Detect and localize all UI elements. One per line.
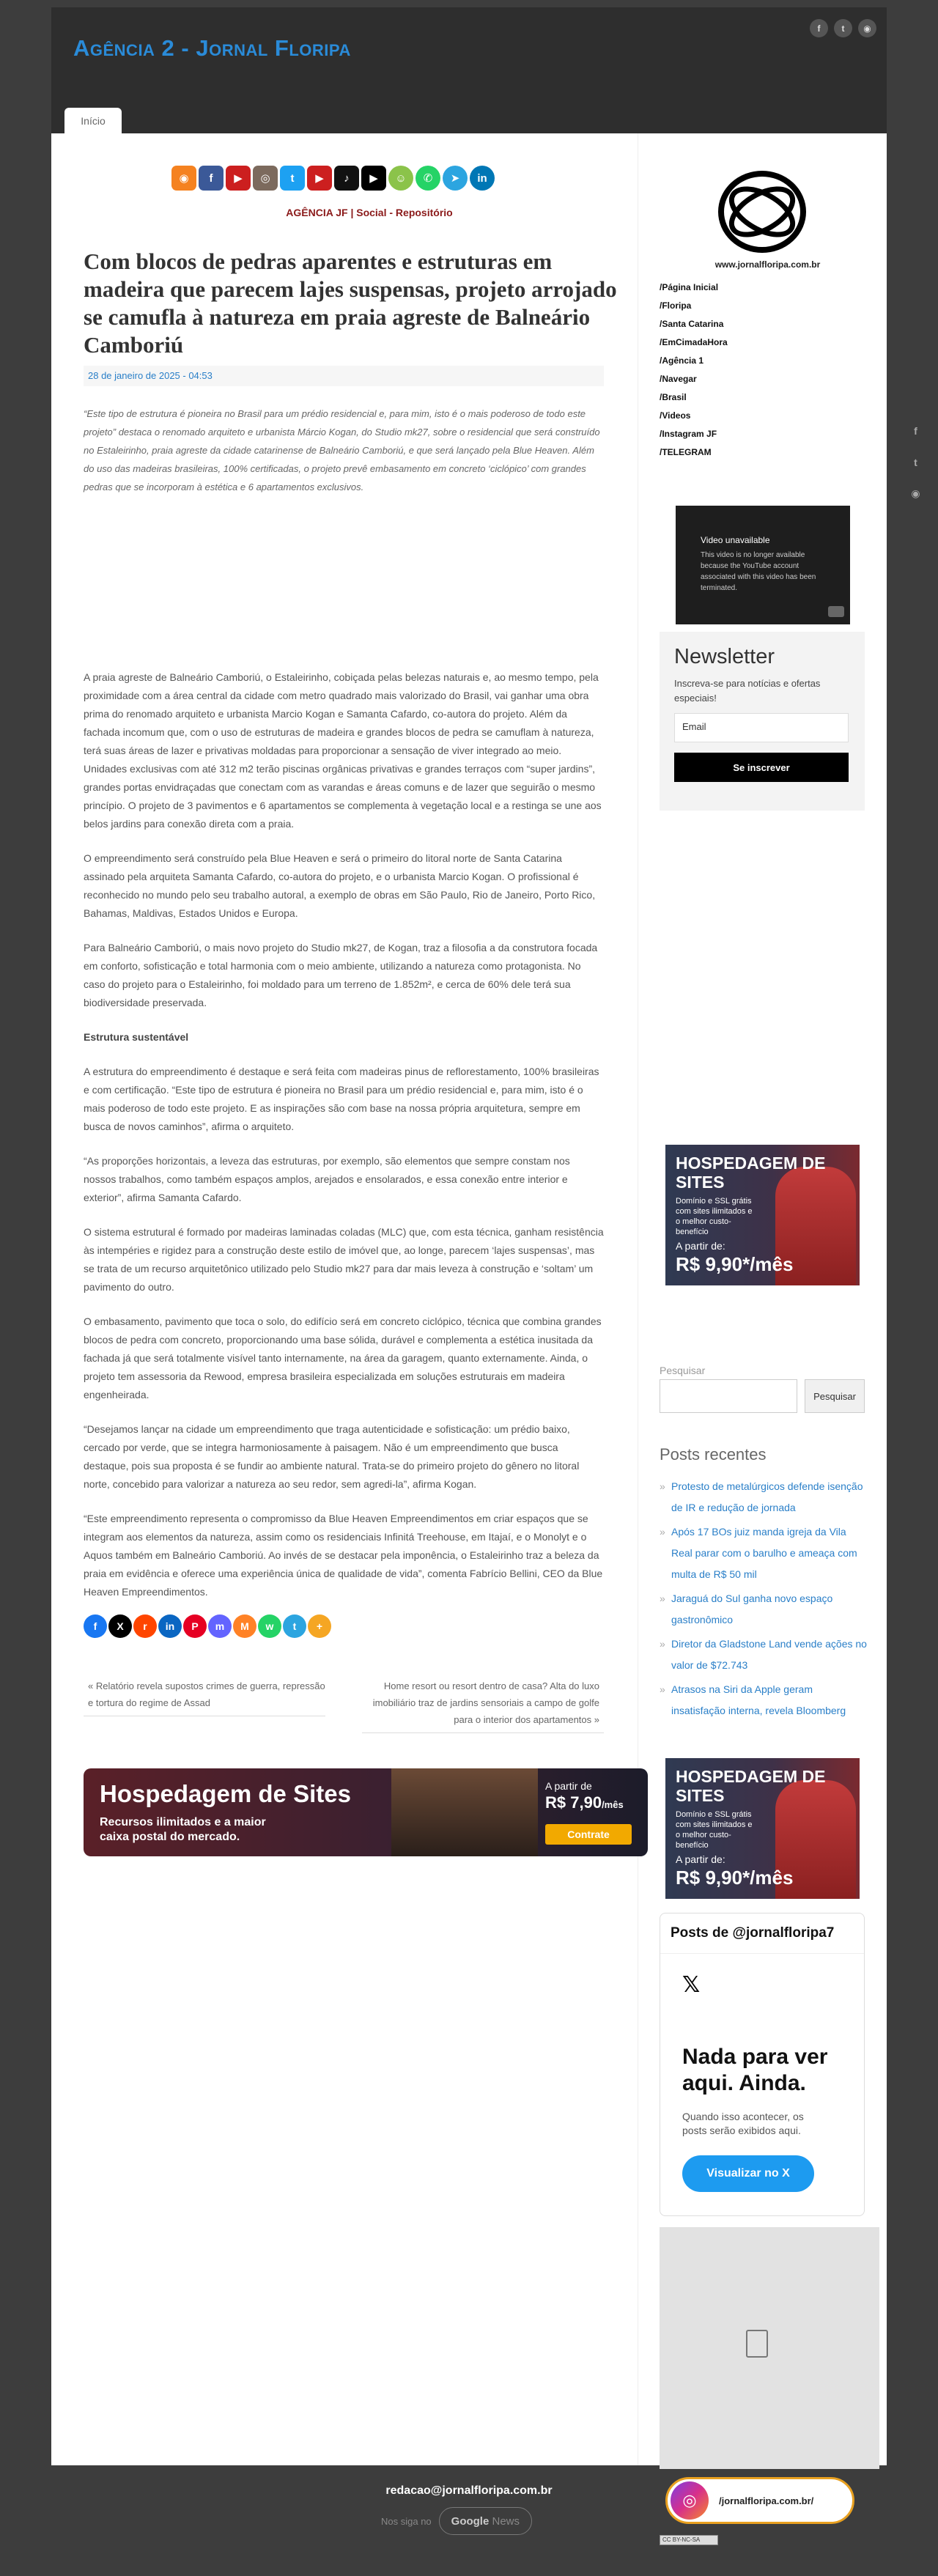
banner-title: Hospedagem de Sites	[100, 1780, 351, 1807]
banner-person-image	[391, 1768, 538, 1856]
search-input[interactable]	[660, 1379, 797, 1413]
newsletter-text: Inscreva-se para notícias e ofertas especiais!	[674, 678, 821, 704]
video-embed[interactable]	[676, 506, 850, 624]
instagram-icon[interactable]: ◎	[253, 166, 278, 191]
sidebar-menu-item[interactable]: /Videos	[660, 410, 691, 421]
banner-subtitle: Recursos ilimitados e a maior caixa postal do mercado.	[100, 1816, 266, 1843]
rss-icon[interactable]: ◉	[858, 19, 876, 37]
share-reddit-button[interactable]: r	[133, 1614, 157, 1638]
article-paragraph: “Este empreendimento representa o compromisso da Blue Heaven Empreendimentos em criar espaços que se integram aos elementos da natureza, assim como os residenciais Infinitá Treehouse, em Itajaí, e o Monolyt e o Aquos também em Balneário Camboriú. Ao invés de se destacar pela imponência, o Estaleirinho traz a beleza da praia em evidência e oferece uma experiência única de qualidade de vida”, comenta Fabrício Bellini, CEO da Blue Heaven Empreendimentos.	[84, 1513, 603, 1598]
newsletter-widget	[660, 632, 865, 811]
share-telegram-button[interactable]: t	[283, 1614, 306, 1638]
social-icon-row	[171, 166, 495, 191]
hosting-banner[interactable]	[84, 1768, 648, 1856]
sidebar-menu-item[interactable]: /Santa Catarina	[660, 319, 724, 329]
section-heading	[84, 1028, 604, 1047]
ad-from: A partir de:	[676, 1853, 725, 1865]
hosting-ad[interactable]	[665, 1145, 860, 1285]
video-title: Video unavailable	[701, 535, 770, 545]
floating-social	[906, 421, 925, 503]
header-social	[810, 19, 876, 37]
share-mix-button[interactable]: M	[233, 1614, 256, 1638]
rss-icon[interactable]: ◉	[911, 487, 920, 499]
share-whatsapp-button[interactable]: w	[258, 1614, 281, 1638]
x-empty-text: Quando isso acontecer, os posts serão exibidos aqui.	[682, 2111, 804, 2136]
x-logo-icon: 𝕏	[682, 1973, 701, 1997]
twitter-icon[interactable]: t	[914, 456, 917, 468]
recent-post-link[interactable]: » Protesto de metalúrgicos defende isenção de IR e redução de jornada	[660, 1476, 868, 1518]
linkedin-icon[interactable]: in	[470, 166, 495, 191]
agency-line[interactable]: AGÊNCIA JF | Social - Repositório	[286, 207, 453, 218]
youtube-icon[interactable]: ▶	[307, 166, 332, 191]
banner-from: A partir de	[545, 1780, 592, 1792]
whatsapp-icon[interactable]: ✆	[416, 166, 440, 191]
embed-placeholder	[660, 2227, 879, 2469]
view-on-x-button[interactable]: Visualizar no X	[682, 2155, 814, 2192]
section-heading-text: Estrutura sustentável	[84, 1031, 189, 1043]
site-logo[interactable]	[714, 166, 810, 262]
article-paragraph: A praia agreste de Balneário Camboriú, o Estaleirinho, cobiçada pelas belezas naturais e, ao mesmo tempo, pela proximidade com a área central da cidade com metro quadrado mais valorizado do Brasil, vai ganhar uma obra prima do renomado arquiteto e urbanista Marcio Kogan e Samanta Cafardo, co-autora do projeto. Além da fachada incomum que, com o uso de estruturas de madeira e grandes blocos de pedra se camuflam à natureza, terá suas áreas de lazer e privativas moldadas para proporcionar a sensação de viver integrado ao meio. Unidades exclusivas com até 312 m2 terão piscinas orgânicas privativas e grandes terraços com “super jardins”, grandes portas envidraçadas que conectam com as varandas e áreas comuns e de lazer que seguirão o mesmo princípio. O projeto de 3 pavimentos e 6 apartamentos se complementa à vegetação local e a restinga se une aos belos jardins para conexão direta com a praia.	[84, 671, 602, 830]
recent-posts-list	[660, 1476, 868, 1724]
search-label: Pesquisar	[660, 1365, 706, 1376]
sidebar-menu-item[interactable]: /Instagram JF	[660, 429, 717, 439]
article-paragraph: O embasamento, pavimento que toca o solo, do edifício será em concreto ciclópico, técnica que combina grandes blocos de pedra com concreto, proporcionando uma base sólida, durável e complementa a estética inusitada da fachada já que será totalmente visível tanto internamente, na área da garagem, quanto externamente. Ainda, o projeto tem assessoria da Rewood, empresa brasileira especializada em soluções estruturais em madeira engenheirada.	[84, 1315, 602, 1400]
share-pinterest-button[interactable]: P	[183, 1614, 207, 1638]
share-buttons	[84, 1614, 331, 1638]
next-post-link[interactable]: Home resort ou resort dentro de casa? Alta do luxo imobiliário traz de jardins sensoriais a campo de golfe para o interior dos apartamentos »	[362, 1676, 604, 1733]
newsletter-title: Newsletter	[674, 645, 775, 668]
facebook-icon[interactable]: f	[199, 166, 224, 191]
recent-posts-title: Posts recentes	[660, 1445, 767, 1464]
article-paragraph: O empreendimento será construído pela Blue Heaven e será o primeiro do litoral norte de Santa Catarina assinado pela arquiteta Samanta Cafardo, co-autora do projeto, e o urbanista Marcio Kogan. O profissional é reconhecido no mundo pelo seu trabalho autoral, a exemplo de obras em São Paulo, Rio de Janeiro, Porto Rico, Bahamas, Maldivas, Estados Unidos e Europa.	[84, 852, 596, 919]
x-timeline-widget	[660, 1913, 865, 2216]
banner-price-value: R$ 7,90	[545, 1793, 602, 1812]
prev-post-link[interactable]: « Relatório revela supostos crimes de guerra, repressão e tortura do regime de Assad	[84, 1676, 325, 1716]
cc-license-badge[interactable]: CC BY-NC-SA	[660, 2535, 718, 2545]
rss-icon[interactable]: ◉	[171, 166, 196, 191]
facebook-icon[interactable]: f	[914, 424, 917, 437]
search-button[interactable]: Pesquisar	[805, 1379, 865, 1413]
ad-subtitle: Domínio e SSL grátis com sites ilimitados e o melhor custo-benefício	[676, 1810, 753, 1850]
x-widget-header[interactable]: Posts de @jornalfloripa7	[660, 1913, 864, 1954]
tiktok-icon[interactable]: ♪	[334, 166, 359, 191]
share-linkedin-button[interactable]: in	[158, 1614, 182, 1638]
banner-price-per: /mês	[602, 1799, 624, 1810]
sidebar-menu-item[interactable]: /TELEGRAM	[660, 447, 712, 457]
instagram-handle: /jornalfloripa.com.br/	[719, 2495, 814, 2506]
ad-price: R$ 9,90*/mês	[676, 1867, 794, 1889]
footer-email[interactable]: redacao@jornalfloripa.com.br	[385, 2484, 553, 2497]
recent-post-link[interactable]: » Diretor da Gladstone Land vende ações no valor de $72.743	[660, 1634, 868, 1676]
article-intro: “Este tipo de estrutura é pioneira no Brasil para um prédio residencial e, para mim, isto é o mais poderoso de todo este projeto” destaca o renomado arquiteto e urbanista Márcio Kogan, do Studio mk27, sobre o residencial que será construído no Estaleirinho, praia agreste da cidade catarinense de Balneário Camboriú, e que será lançado pela Blue Heaven. Além do uso das madeiras brasileiras, 100% certificadas, o projeto prevê embasamento em concreto ‘ciclópico’ com grandes pedras que se incorporam à estética e 6 apartamentos exclusivos.	[84, 408, 600, 492]
email-field[interactable]: Email	[674, 713, 849, 742]
article-title: Com blocos de pedras aparentes e estruturas em madeira que parecem lajes suspensas, projeto arrojado se camufla à natureza em praia agreste de Balneário Camboriú	[84, 248, 617, 358]
share-facebook-button[interactable]: f	[84, 1614, 107, 1638]
sidebar-menu-item[interactable]: /Página Inicial	[660, 282, 719, 292]
google-label: Google	[451, 2514, 490, 2528]
telegram-icon[interactable]: ➤	[443, 166, 468, 191]
footer-follow	[381, 2507, 532, 2535]
subscribe-button[interactable]: Se inscrever	[674, 753, 849, 782]
follow-text: Nos siga no	[381, 2515, 432, 2527]
twitter-icon[interactable]: t	[834, 19, 852, 37]
banner-cta-button[interactable]: Contrate	[545, 1824, 632, 1845]
broken-file-icon	[746, 2330, 768, 2358]
ad-title: HOSPEDAGEM DE SITES	[676, 1767, 826, 1805]
hosting-ad[interactable]	[665, 1758, 860, 1899]
recent-post-link[interactable]: » Após 17 BOs juiz manda igreja da Vila Real parar com o barulho e ameaça com multa de R$ 50 mil	[660, 1521, 868, 1585]
google-news-button[interactable]	[439, 2507, 532, 2535]
banner-price	[545, 1793, 624, 1812]
youtube-play-icon[interactable]: ▶	[361, 166, 386, 191]
video-message: This video is no longer available because the YouTube account associated with this video has been terminated.	[701, 551, 816, 592]
sidebar-menu-item[interactable]: /Navegar	[660, 374, 697, 384]
recent-post-link[interactable]: » Atrasos na Siri da Apple geram insatisfação interna, revela Bloomberg	[660, 1679, 868, 1721]
sidebar-menu-item[interactable]: /Brasil	[660, 392, 687, 402]
news-label: News	[492, 2514, 520, 2528]
ad-title: HOSPEDAGEM DE SITES	[676, 1154, 826, 1192]
sidebar-menu-item[interactable]: /EmCimadaHora	[660, 337, 728, 347]
share-x-button[interactable]: X	[108, 1614, 132, 1638]
twitter-icon[interactable]: t	[280, 166, 305, 191]
share-mastodon-button[interactable]: m	[208, 1614, 232, 1638]
article-paragraph: Para Balneário Camboriú, o mais novo projeto do Studio mk27, de Kogan, traz a filosofia a da construtora focada em conforto, sofisticação e total harmonia com o meio ambiente, utilizando a natureza como protagonista. No caso do projeto para o Estaleirinho, foi moldado para um terreno de 1.852m², e cerca de 60% dele terá sua biodiversidade preservada.	[84, 942, 598, 1008]
share-more-button[interactable]: +	[308, 1614, 331, 1638]
site-header	[51, 7, 887, 133]
logo-url: www.jornalfloripa.com.br	[714, 259, 821, 270]
people-icon[interactable]: ☺	[388, 166, 413, 191]
facebook-icon[interactable]: f	[810, 19, 828, 37]
article-paragraph: O sistema estrutural é formado por madeiras laminadas coladas (MLC) que, com esta técnica, ganham resistência às intempéries e rigidez para a construção deste estilo de imóvel que, ao longe, parecem ‘lajes suspensas’, mas se trata de um recurso arquitetônico utilizado pelo Studio mk27 para dar mais leveza à construção e ‘soltam’ um pavimento do outro.	[84, 1226, 604, 1293]
youtube-icon	[828, 606, 844, 617]
x-empty-title: Nada para ver aqui. Ainda.	[682, 2045, 828, 2095]
article-date: 28 de janeiro de 2025 - 04:53	[84, 366, 604, 386]
sidebar-menu-item[interactable]: /Floripa	[660, 300, 692, 311]
ad-subtitle: Domínio e SSL grátis com sites ilimitados e o melhor custo-benefício	[676, 1197, 753, 1236]
recent-post-link[interactable]: » Jaraguá do Sul ganha novo espaço gastronômico	[660, 1588, 868, 1631]
article-paragraph: “Desejamos lançar na cidade um empreendimento que traga autenticidade e sofisticação: um prédio baixo, cercado por verde, que se integra harmoniosamente à paisagem. Não é um empreendimento que busca destaque, pois sua proposta é se fundir ao ambiente natural. Trata-se do primeiro projeto do gênero no litoral norte, concebido para valorizar a natureza ao seu redor, sem agredi-la”, afirma Kogan.	[84, 1423, 580, 1490]
sidebar-menu-item[interactable]: /Agência 1	[660, 355, 704, 366]
ad-price: R$ 9,90*/mês	[676, 1253, 794, 1275]
instagram-icon: ◎	[671, 2481, 709, 2520]
article-paragraph: A estrutura do empreendimento é destaque e será feita com madeiras pinus de reflorestamento, 100% brasileiras e com certificação. “Este tipo de estrutura é pioneira no Brasil para um prédio residencial e, para mim, isto é o mais poderoso de todo este projeto. E as inspirações são com base na nossa própria arquitetura, sempre em busca de novos caminhos”, afirma o arquiteto.	[84, 1066, 599, 1132]
tab-home[interactable]: Início	[64, 108, 122, 133]
article-paragraph: “As proporções horizontais, a leveza das estruturas, por exemplo, são elementos que sempre constam nos nossos trabalhos, como também espaços amplos, arejados e ensolarados, e essa conexão entre interior e exterior”, afirma Samanta Cafardo.	[84, 1155, 570, 1203]
site-title[interactable]: Agência 2 - Jornal Floripa	[73, 35, 351, 61]
youtube-icon[interactable]: ▶	[226, 166, 251, 191]
sidebar-menu	[660, 278, 728, 462]
ad-from: A partir de:	[676, 1240, 725, 1252]
